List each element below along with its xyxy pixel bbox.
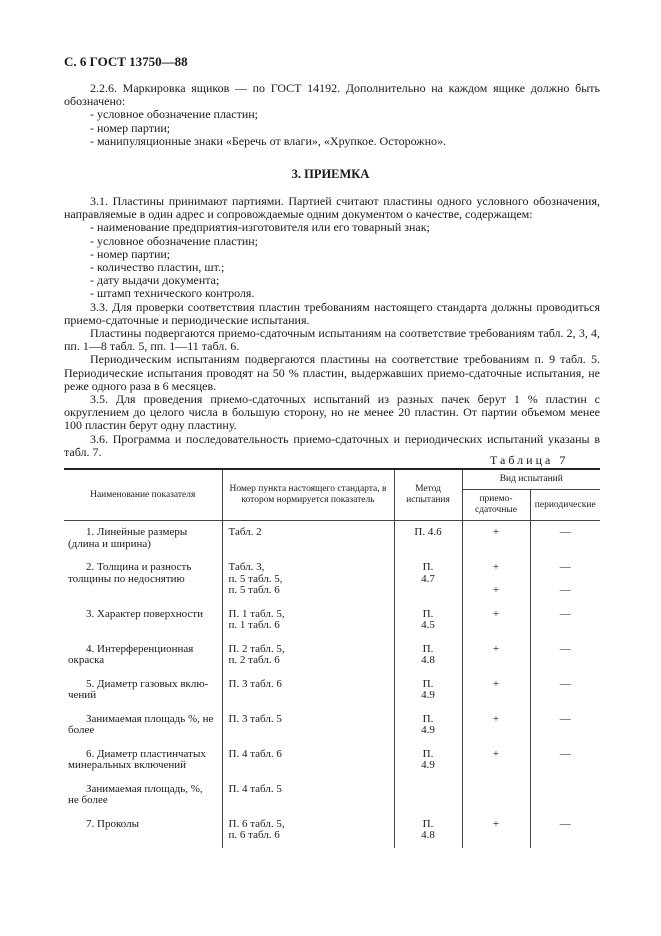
paragraph-3-1: 3.1. Пластины принимают партиями. Партией считают пластины одного условного обозначения, направляемые в один адрес и сопровождаемые одним документом о качестве, содержащем: bbox=[64, 194, 600, 222]
list-item: - наименование предприятия-изготовителя или его товарный знак; bbox=[90, 220, 430, 235]
cell-line: окраска bbox=[68, 654, 105, 666]
cell-clause bbox=[222, 708, 394, 743]
list-item: - номер партии; bbox=[90, 246, 171, 261]
cell-line: 1. Линейные размеры bbox=[86, 526, 188, 538]
header-method: Метод испытания bbox=[394, 469, 462, 521]
cell-line: П. 6 табл. 5, bbox=[228, 817, 285, 830]
cell-acc bbox=[462, 778, 530, 813]
cell-name bbox=[64, 521, 222, 557]
table-row bbox=[64, 673, 600, 708]
cell-line: п. 1 табл. 6 bbox=[228, 619, 280, 631]
cell-per bbox=[530, 556, 600, 603]
cell-method bbox=[394, 638, 462, 673]
cell-line: П. bbox=[422, 817, 434, 830]
cell-line: п. 5 табл. 5, bbox=[228, 572, 283, 585]
section-marking bbox=[64, 82, 600, 148]
cell-line: + bbox=[492, 817, 500, 830]
paragraph-3-3-acceptance: Пластины подвергаются приемо-сдаточным испытаниям на соответствие требованиям табл. 2, 3, 4, пп. 1—8 табл. 5, пп. 1—11 табл. 6. bbox=[64, 326, 600, 354]
cell-line: П. 4.6 bbox=[414, 526, 442, 538]
list-item: - дату выдачи документа; bbox=[90, 273, 220, 288]
cell-acc bbox=[462, 743, 530, 778]
cell-line: 3. Характер поверхности bbox=[86, 607, 203, 620]
cell-name bbox=[64, 556, 222, 603]
cell-line: П. bbox=[422, 561, 434, 573]
cell-clause bbox=[222, 638, 394, 673]
cell-line: + bbox=[492, 747, 500, 760]
cell-line: 4.8 bbox=[421, 654, 435, 666]
cell-line: П. bbox=[422, 642, 434, 655]
cell-clause bbox=[222, 673, 394, 708]
cell-line: толщины по недоснятию bbox=[68, 572, 185, 585]
cell-line: + bbox=[492, 561, 500, 573]
cell-line: П. bbox=[422, 747, 434, 760]
cell-line: 4.9 bbox=[421, 689, 435, 701]
cell-line: П. bbox=[422, 607, 434, 620]
cell-name bbox=[64, 638, 222, 673]
cell-per bbox=[530, 638, 600, 673]
cell-clause bbox=[222, 813, 394, 848]
cell-per bbox=[530, 673, 600, 708]
cell-line: п. 6 табл. 6 bbox=[228, 829, 280, 841]
cell-line: + bbox=[492, 584, 500, 596]
cell-line: чений bbox=[68, 689, 97, 701]
cell-line: — bbox=[559, 677, 571, 690]
cell-line: — bbox=[559, 607, 571, 620]
cell-line: П. 3 табл. 5 bbox=[228, 712, 282, 725]
cell-line: — bbox=[559, 712, 571, 725]
cell-line: Занимаемая площадь, %, bbox=[86, 782, 203, 795]
cell-method bbox=[394, 778, 462, 813]
cell-per bbox=[530, 708, 600, 743]
cell-per bbox=[530, 603, 600, 638]
cell-clause bbox=[222, 521, 394, 557]
cell-acc bbox=[462, 673, 530, 708]
cell-method bbox=[394, 556, 462, 603]
cell-line: — bbox=[559, 526, 571, 538]
cell-line: 4.5 bbox=[421, 619, 435, 631]
cell-line: минеральных включений bbox=[68, 759, 187, 771]
cell-line: п. 2 табл. 6 bbox=[228, 654, 280, 666]
cell-line: П. 1 табл. 5, bbox=[228, 607, 285, 620]
cell-line: + bbox=[492, 526, 500, 538]
cell-line: П. 4 табл. 6 bbox=[228, 747, 282, 760]
section-acceptance bbox=[64, 195, 600, 459]
paragraph-3-3: 3.3. Для проверки соответствия пластин требованиям настоящего стандарта должны проводиться приемо-сдаточные и периодические испытания. bbox=[64, 299, 600, 327]
cell-name bbox=[64, 778, 222, 813]
table-caption: Таблица 7 bbox=[490, 453, 569, 467]
table-row bbox=[64, 638, 600, 673]
cell-acc bbox=[462, 638, 530, 673]
table-row bbox=[64, 743, 600, 778]
cell-line: П. 2 табл. 5, bbox=[228, 642, 285, 655]
cell-clause bbox=[222, 603, 394, 638]
list-item: - номер партии; bbox=[90, 120, 171, 135]
cell-line: — bbox=[559, 747, 571, 760]
cell-per bbox=[530, 521, 600, 557]
cell-line: 4.8 bbox=[421, 829, 435, 841]
cell-line: 4.7 bbox=[421, 572, 435, 585]
list-item: - манипуляционные знаки «Беречь от влаги», «Хрупкое. Осторожно». bbox=[90, 133, 447, 148]
cell-clause bbox=[222, 778, 394, 813]
cell-line: Табл. 2 bbox=[228, 526, 262, 538]
cell-line: (длина и ширина) bbox=[68, 537, 151, 550]
cell-line: 4.9 bbox=[421, 759, 435, 771]
cell-line: Занимаемая площадь %, не bbox=[86, 712, 214, 725]
header-clause: Номер пункта настоящего стандарта, в котором нормируется показатель bbox=[222, 469, 394, 521]
header-periodic: периодические bbox=[530, 490, 600, 521]
paragraph-3-6: 3.6. Программа и последовательность приемо-сдаточных и периодических испытаний указаны в табл. 7. bbox=[64, 431, 600, 459]
cell-line: Табл. 3, bbox=[228, 561, 265, 573]
cell-name bbox=[64, 603, 222, 638]
table-row bbox=[64, 708, 600, 743]
cell-line: — bbox=[559, 584, 571, 596]
cell-per bbox=[530, 813, 600, 848]
cell-clause bbox=[222, 556, 394, 603]
cell-line: 5. Диаметр газовых вклю- bbox=[86, 677, 209, 690]
table-row bbox=[64, 778, 600, 813]
page-header: С. 6 ГОСТ 13750—88 bbox=[64, 54, 188, 69]
cell-line: не более bbox=[68, 794, 108, 806]
paragraph-2-2-6: 2.2.6. Маркировка ящиков — по ГОСТ 14192. Дополнительно на каждом ящике должно быть обозначено: bbox=[64, 81, 600, 109]
cell-method bbox=[394, 673, 462, 708]
cell-acc bbox=[462, 708, 530, 743]
cell-line: 4. Интерференционная bbox=[86, 642, 194, 655]
cell-line: 4.9 bbox=[421, 724, 435, 736]
cell-method bbox=[394, 708, 462, 743]
header-name: Наименование показателя bbox=[64, 469, 222, 521]
cell-line: П. 4 табл. 5 bbox=[228, 782, 282, 795]
cell-acc bbox=[462, 556, 530, 603]
table-row bbox=[64, 603, 600, 638]
cell-line: п. 5 табл. 6 bbox=[228, 584, 280, 596]
cell-method bbox=[394, 743, 462, 778]
cell-per bbox=[530, 778, 600, 813]
cell-line: + bbox=[492, 712, 500, 725]
cell-line: 6. Диаметр пластинчатых bbox=[86, 747, 206, 760]
table-row bbox=[64, 813, 600, 848]
cell-acc bbox=[462, 521, 530, 557]
cell-line: 2. Толщина и разность bbox=[86, 561, 192, 573]
cell-line: более bbox=[68, 724, 95, 736]
cell-per bbox=[530, 743, 600, 778]
cell-clause bbox=[222, 743, 394, 778]
cell-name bbox=[64, 673, 222, 708]
table-7 bbox=[64, 468, 600, 848]
cell-line: 7. Проколы bbox=[86, 817, 139, 830]
cell-acc bbox=[462, 813, 530, 848]
cell-method bbox=[394, 603, 462, 638]
cell-line: П. bbox=[422, 677, 434, 690]
cell-line: — bbox=[559, 561, 571, 573]
list-item: - условное обозначение пластин; bbox=[90, 233, 258, 248]
cell-line: П. 3 табл. 6 bbox=[228, 677, 282, 690]
header-acceptance: приемо-сдаточные bbox=[462, 490, 530, 521]
cell-name bbox=[64, 708, 222, 743]
section-title: 3. ПРИЕМКА bbox=[291, 167, 370, 181]
cell-line: + bbox=[492, 642, 500, 655]
list-item: - количество пластин, шт.; bbox=[90, 260, 225, 275]
cell-line: П. bbox=[422, 712, 434, 725]
cell-line: + bbox=[492, 677, 500, 690]
cell-name bbox=[64, 743, 222, 778]
table-row bbox=[64, 556, 600, 603]
paragraph-3-5: 3.5. Для проведения приемо-сдаточных испытаний из разных пачек берут 1 % пластин с округлением до целого числа в большую сторону, но не менее 20 пластин. От партии объемом менее 100 пластин берут одну пластину. bbox=[64, 392, 600, 433]
cell-name bbox=[64, 813, 222, 848]
table-row bbox=[64, 521, 600, 557]
list-item: - условное обозначение пластин; bbox=[90, 107, 258, 122]
cell-line: — bbox=[559, 642, 571, 655]
cell-method bbox=[394, 813, 462, 848]
cell-method bbox=[394, 521, 462, 557]
cell-acc bbox=[462, 603, 530, 638]
list-item: - штамп технического контроля. bbox=[90, 286, 255, 301]
paragraph-3-3-periodic: Периодическим испытаниям подвергаются пластины на соответствие требованиям п. 9 табл. 5. Периодические испытания проводят на 50 % пластин, выдержавших приемо-сдаточные испытания, не реже одного раза в 6 месяцев. bbox=[64, 352, 600, 393]
cell-line: — bbox=[559, 817, 571, 830]
cell-line: + bbox=[492, 607, 500, 620]
header-test-type: Вид испытаний bbox=[462, 469, 600, 490]
